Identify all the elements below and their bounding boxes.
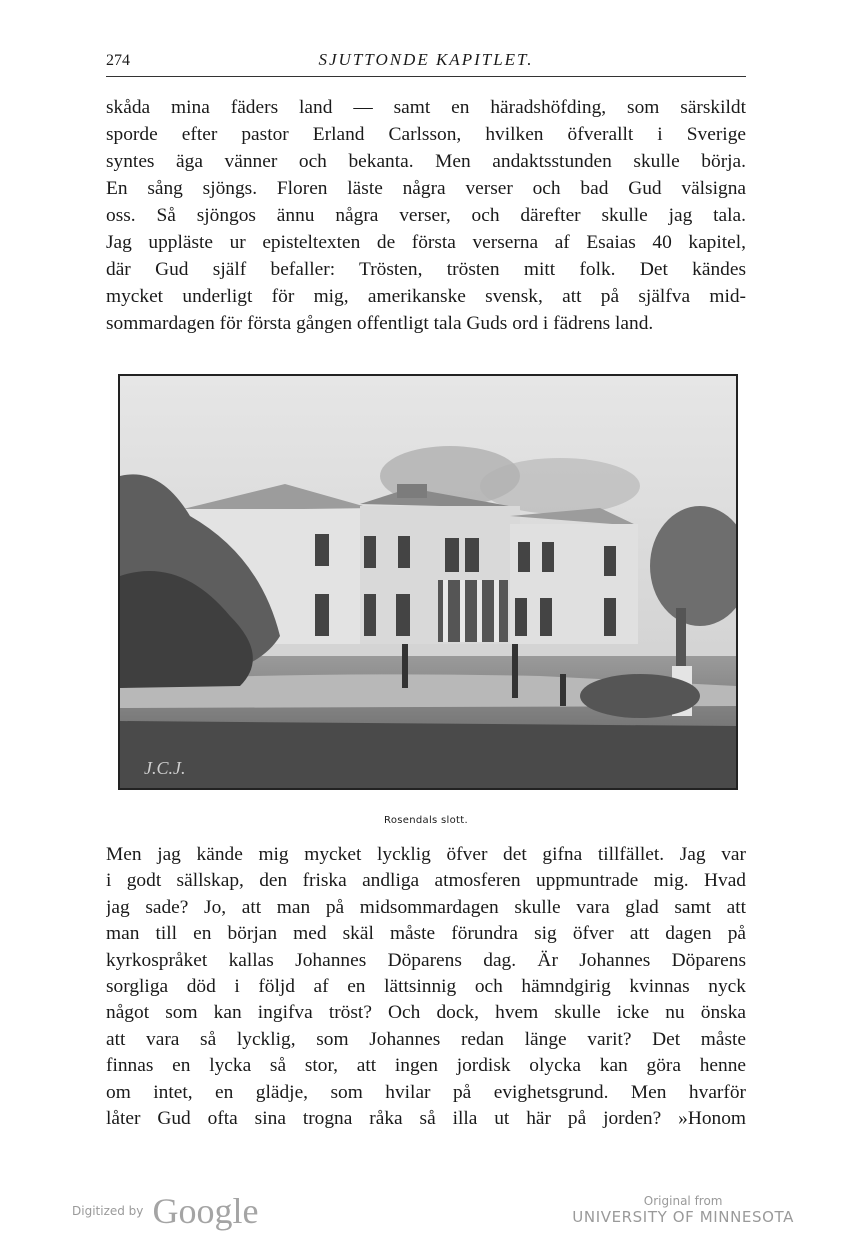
text-line: om intet, en glädje, som hvilar på evighetsgrund. Men hvarför — [106, 1081, 746, 1103]
artist-signature: J.C.J. — [144, 758, 186, 778]
page-header — [106, 50, 746, 78]
page-number: 274 — [106, 52, 130, 69]
text-line: låter Gud ofta sina trogna råka så illa ut här på jorden? »Honom — [106, 1107, 746, 1129]
original-from-watermark — [572, 1194, 794, 1226]
text-line: oss. Så sjöngos ännu några verser, och därefter skulle jag tala. — [106, 205, 746, 226]
text-line: sporde efter pastor Erland Carlsson, hvilken öfverallt i Sverige — [106, 124, 746, 145]
google-logo: Google — [152, 1191, 259, 1231]
original-from-label: Original from — [643, 1194, 723, 1208]
text-line: i godt sällskap, den friska andliga atmosferen uppmuntrade mig. Hvad — [106, 870, 746, 892]
running-title: SJUTTONDE KAPITLET. — [318, 50, 534, 69]
digitized-by-label: Digitized by — [72, 1204, 144, 1218]
text-line: skåda mina fäders land — samt en häradshöfding, som särskildt — [106, 97, 746, 118]
figure-caption: Rosendals slott. — [384, 815, 468, 826]
institution-name: UNIVERSITY OF MINNESOTA — [572, 1208, 794, 1226]
text-line: En sång sjöngs. Floren läste några verser och bad Gud välsigna — [106, 178, 746, 199]
text-line: finnas en lycka så stor, att ingen jordisk olycka kan göra henne — [106, 1055, 746, 1077]
text-line: sommardagen för första gången offentligt tala Guds ord i fädrens land. — [106, 313, 654, 334]
paragraph-top — [106, 94, 746, 337]
text-line: Men jag kände mig mycket lycklig öfver det gifna tillfället. Jag var — [106, 844, 746, 865]
text-line: syntes äga vänner och bekanta. Men andaktsstunden skulle börja. — [106, 151, 746, 172]
paragraph-bottom — [106, 842, 746, 1132]
text-line: Jag uppläste ur episteltexten de första verserna af Esaias 40 kapitel, — [106, 232, 746, 253]
text-line: man till en början med skäl måste förundra sig öfver att dagen på — [106, 923, 746, 945]
text-line: jag sade? Jo, att man på midsommardagen skulle vara glad samt att — [106, 896, 746, 918]
text-line: något som kan ingifva tröst? Och dock, hvem skulle icke nu önska — [106, 1002, 746, 1024]
text-line: mycket underligt för mig, amerikanske svensk, att på själfva mid- — [106, 286, 746, 307]
digitized-by-watermark — [72, 1190, 258, 1232]
header-rule — [106, 76, 746, 77]
text-line: att vara så lycklig, som Johannes redan länge varit? Det måste — [106, 1028, 746, 1050]
text-line: sorgliga död i följd af en lättsinnig och hämndgirig kvinnas nyck — [106, 975, 746, 997]
text-line: kyrkospråket kallas Johannes Döparens dag. Är Johannes Döparens — [106, 949, 746, 971]
rosendal-palace-photo — [118, 374, 738, 790]
text-line: där Gud själf befaller: Trösten, trösten mitt folk. Det kändes — [106, 259, 746, 280]
